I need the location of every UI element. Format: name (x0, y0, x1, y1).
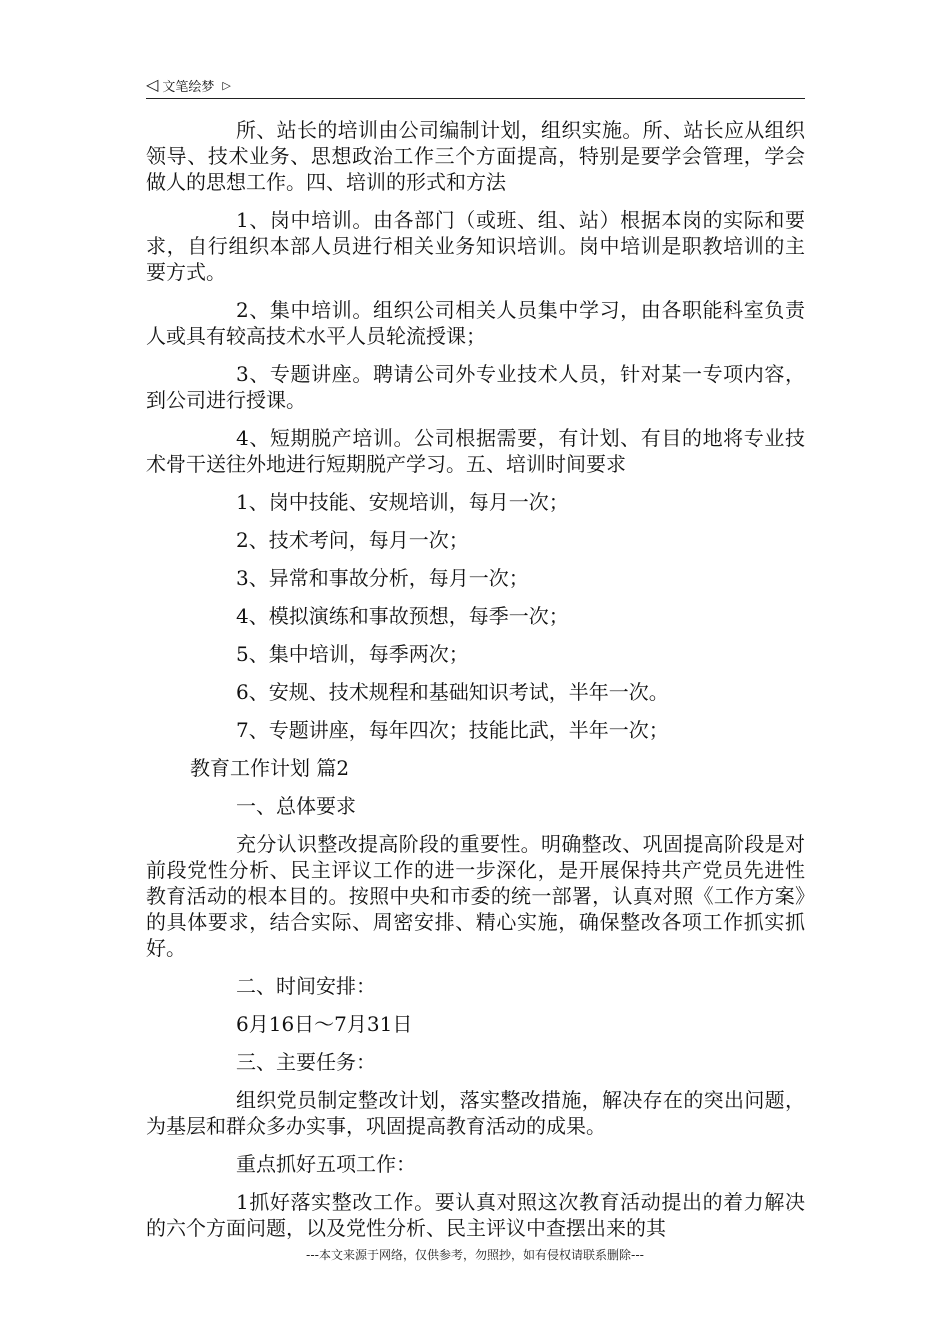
paragraph: 2、集中培训。组织公司相关人员集中学习，由各职能科室负责人或具有较高技术水平人员轮流授课； (146, 298, 805, 348)
header-brand: 文笔绘梦 (162, 79, 215, 95)
section-title: 教育工作计划 篇2 (190, 756, 350, 780)
section-heading: 一、总体要求 (236, 794, 356, 818)
paragraph: 重点抓好五项工作： (236, 1152, 416, 1176)
header-divider (146, 98, 805, 99)
paragraph: 组织党员制定整改计划，落实整改措施，解决存在的突出问题，为基层和群众多办实事，巩固提高教育活动的成果。 (146, 1088, 805, 1138)
page-header (146, 72, 805, 98)
section-heading: 二、时间安排： (236, 974, 376, 998)
list-item: 6、安规、技术规程和基础知识考试，半年一次。 (236, 680, 669, 704)
paragraph: 1、岗中培训。由各部门（或班、组、站）根据本岗的实际和要求，自行组织本部人员进行相关业务知识培训。岗中培训是职教培训的主要方式。 (146, 208, 805, 284)
paragraph: 3、专题讲座。聘请公司外专业技术人员，针对某一专项内容，到公司进行授课。 (146, 362, 805, 412)
list-item: 2、技术考问，每月一次； (236, 528, 469, 552)
document-body (146, 117, 805, 1253)
list-item: 1、岗中技能、安规培训，每月一次； (236, 490, 569, 514)
paragraph: 充分认识整改提高阶段的重要性。明确整改、巩固提高阶段是对前段党性分析、民主评议工作的进一步深化，是开展保持共产党员先进性教育活动的根本目的。按照中央和市委的统一部署，认真对照《工作方案》的具体要求，结合实际、周密安排、精心实施，确保整改各项工作抓实抓好。 (146, 832, 805, 960)
triangle-left-icon: ◁ (146, 75, 159, 94)
section-heading: 三、主要任务： (236, 1050, 376, 1074)
paragraph: 6月16日～7月31日 (236, 1012, 413, 1036)
triangle-right-icon: ▷ (222, 78, 231, 92)
list-item: 7、专题讲座，每年四次；技能比武，半年一次； (236, 718, 669, 742)
paragraph: 所、站长的培训由公司编制计划，组织实施。所、站长应从组织领导、技术业务、思想政治工作三个方面提高，特别是要学会管理，学会做人的思想工作。四、培训的形式和方法 (146, 118, 805, 194)
paragraph: 1抓好落实整改工作。要认真对照这次教育活动提出的着力解决的六个方面问题，以及党性分析、民主评议中查摆出来的其 (146, 1190, 805, 1240)
paragraph: 4、短期脱产培训。公司根据需要，有计划、有目的地将专业技术骨干送往外地进行短期脱产学习。五、培训时间要求 (146, 426, 805, 476)
page-footer: ---本文来源于网络，仅供参考，勿照抄，如有侵权请联系删除--- (306, 1248, 644, 1262)
list-item: 3、异常和事故分析，每月一次； (236, 566, 529, 590)
list-item: 4、模拟演练和事故预想，每季一次； (236, 604, 569, 628)
list-item: 5、集中培训，每季两次； (236, 642, 469, 666)
